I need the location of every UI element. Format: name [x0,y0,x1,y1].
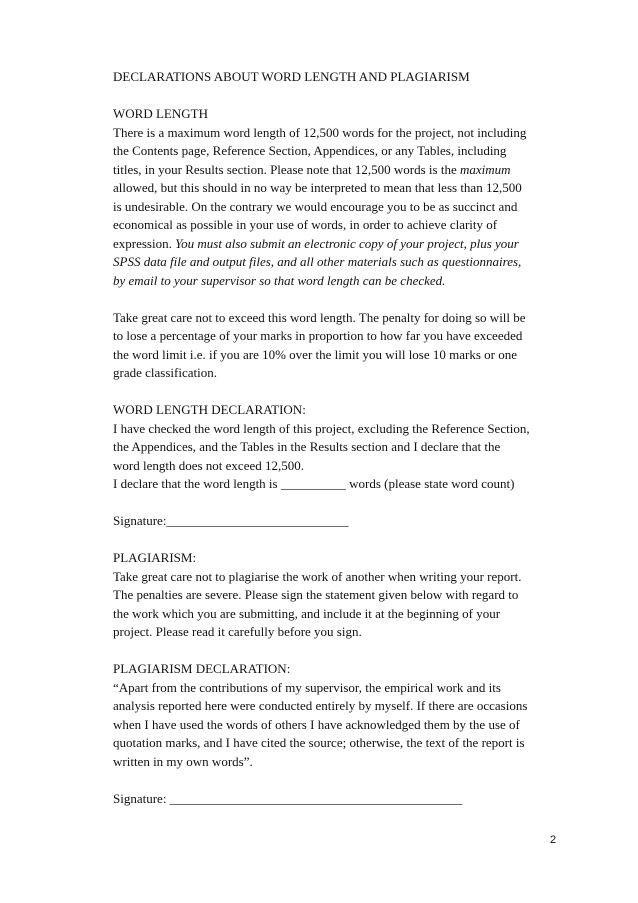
word-length-line-2: the Contents page, Reference Section, Appendices, or any Tables, including [113,143,507,158]
word-length-declaration-line-2: the Appendices, and the Tables in the Results section and I declare that the [113,439,501,454]
page-number: 2 [550,834,557,846]
plagiarism-declaration-line-1: “Apart from the contributions of my supervisor, the empirical work and its [113,679,501,695]
spacer [113,290,563,309]
spacer [113,771,563,790]
word-length-line-1: There is a maximum word length of 12,500 words for the project, not including [113,124,527,140]
penalty-line-2: to lose a percentage of your marks in proportion to how far you have exceeded [113,328,523,343]
word-length-line-6: economical as possible in your use of words, in order to achieve clarity of [113,217,498,232]
word-length-declaration-heading: WORD LENGTH DECLARATION: [113,402,306,417]
plagiarism-line-4: project. Please read it carefully before you sign. [113,624,362,639]
plagiarism-declaration-line-4: quotation marks, and I have cited the source; otherwise, the text of the report is [113,735,525,750]
word-length-signature-line: Signature:____________________________ [113,513,349,528]
word-length-line-8: SPSS data file and output files, and all other materials such as questionnaires, [113,254,522,269]
word-length-declaration-line-1: I have checked the word length of this project, excluding the Reference Section, [113,420,530,436]
document-body [113,68,563,808]
plagiarism-line-3: the work which you are submitting, and include it at the beginning of your [113,605,501,621]
plagiarism-line-2: The penalties are severe. Please sign the statement given below with regard to [113,587,519,602]
word-length-line-4: allowed, but this should in no way be interpreted to mean that less than 12,500 [113,180,522,195]
spacer [113,383,563,402]
plagiarism-declaration-line-5: written in my own words”. [113,753,253,769]
word-length-line-3-text: titles, in your Results section. Please note that 12,500 words is the [113,161,460,177]
word-length-line-7-text: expression. [113,235,176,251]
word-length-line-7 [113,235,563,254]
penalty-line-1: Take great care not to exceed this word length. The penalty for doing so will be [113,309,526,325]
word-length-line-3 [113,161,563,180]
spacer [113,642,563,661]
word-length-line-9: by email to your supervisor so that word length can be checked. [113,272,446,288]
plagiarism-line-1: Take great care not to plagiarise the work of another when writing your report. [113,568,522,584]
plagiarism-signature-line: Signature: _____________________________________________ [113,790,463,806]
word-length-line-7-italic: You must also submit an electronic copy of your project, plus your [175,235,519,251]
plagiarism-declaration-heading: PLAGIARISM DECLARATION: [113,661,291,676]
word-count-statement: I declare that the word length is __________ words (please state word count) [113,476,515,491]
spacer [113,87,563,106]
plagiarism-declaration-line-3: when I have used the words of others I have acknowledged them by the use of [113,716,520,732]
word-length-heading: WORD LENGTH [113,106,208,121]
plagiarism-declaration-line-2: analysis reported here were conducted entirely by myself. If there are occasions [113,698,528,713]
word-length-declaration-line-3: word length does not exceed 12,500. [113,457,304,473]
spacer [113,494,563,513]
word-length-line-3-italic: maximum [460,161,511,177]
plagiarism-heading: PLAGIARISM: [113,550,197,565]
spacer [113,531,563,550]
document-title: DECLARATIONS ABOUT WORD LENGTH AND PLAGIARISM [113,69,470,84]
penalty-line-4: grade classification. [113,365,217,380]
penalty-line-3: the word limit i.e. if you are 10% over the limit you will lose 10 marks or one [113,346,518,362]
word-length-line-5: is undesirable. On the contrary we would encourage you to be as succinct and [113,198,518,214]
